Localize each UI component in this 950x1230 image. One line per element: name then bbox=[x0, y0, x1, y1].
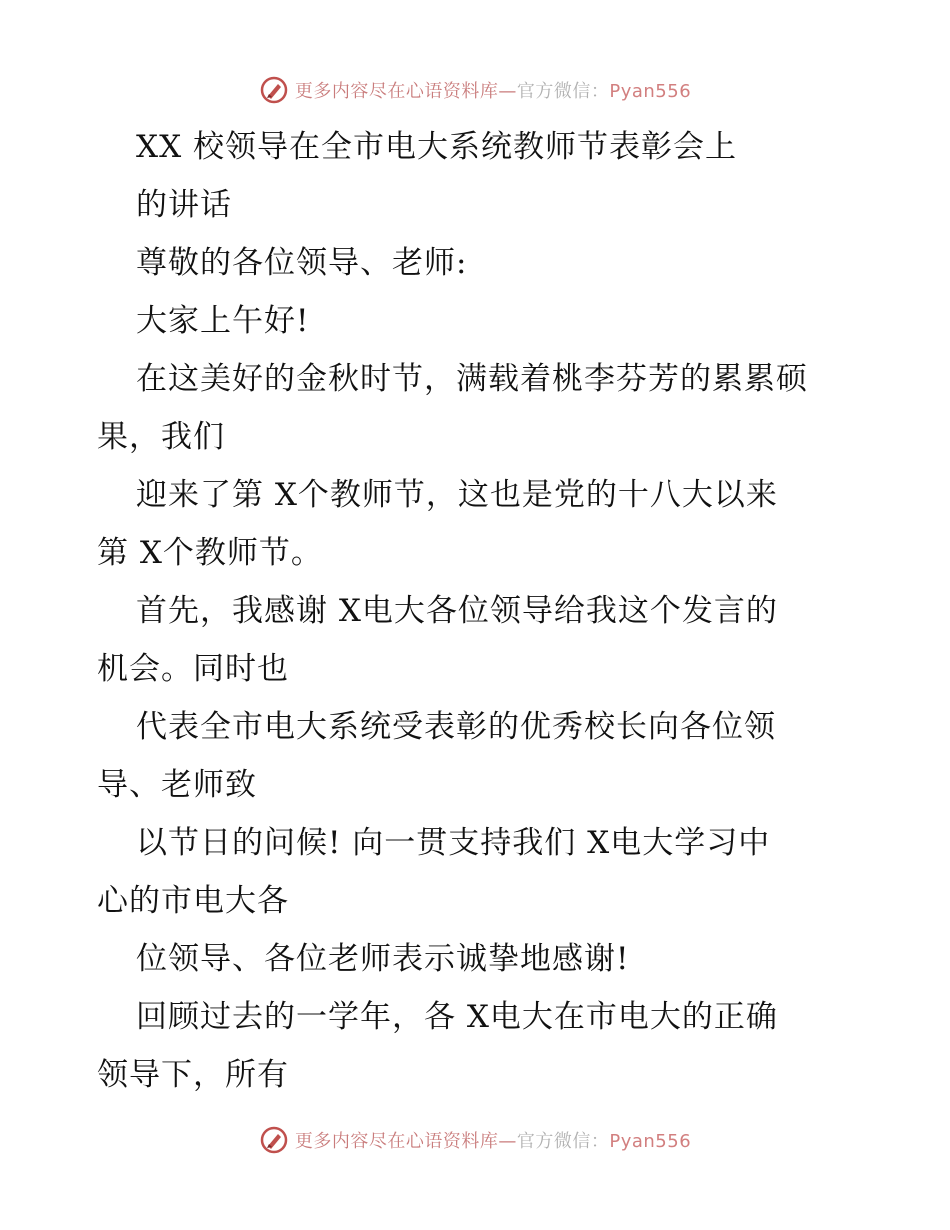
watermark-wechat-id: Pyan556 bbox=[609, 1131, 692, 1152]
watermark-separator: — bbox=[498, 1131, 517, 1152]
document-title-line-2: 的讲话 bbox=[136, 187, 232, 223]
paragraph-line: 在这美好的金秋时节，满载着桃李芬芳的累累硕 bbox=[136, 361, 808, 397]
paragraph-line: 以节日的问候! 向一贯支持我们 X电大学习中 bbox=[136, 825, 771, 861]
watermark-wechat-label: 官方微信： bbox=[516, 1131, 610, 1152]
paragraph-line: 代表全市电大系统受表彰的优秀校长向各位领 bbox=[136, 709, 776, 745]
watermark-site-text: 更多内容尽在心语资料库 bbox=[294, 1131, 499, 1152]
paragraph-line: 第 X个教师节。 bbox=[97, 535, 323, 571]
watermark-text bbox=[295, 1127, 691, 1153]
watermark-wechat-label: 官方微信： bbox=[516, 81, 610, 102]
paragraph-line: 心的市电大各 bbox=[97, 883, 289, 919]
pen-circle-logo-icon bbox=[259, 75, 289, 105]
paragraph-line: 首先，我感谢 X电大各位领导给我这个发言的 bbox=[136, 593, 778, 629]
greeting: 大家上午好! bbox=[136, 303, 310, 339]
salutation: 尊敬的各位领导、老师: bbox=[136, 245, 468, 281]
document-title-line-1: XX 校领导在全市电大系统教师节表彰会上 bbox=[136, 129, 737, 165]
paragraph-line: 位领导、各位老师表示诚挚地感谢! bbox=[136, 941, 630, 977]
paragraph-line: 机会。同时也 bbox=[97, 651, 289, 687]
watermark-text bbox=[295, 77, 691, 103]
header-watermark bbox=[0, 70, 950, 110]
paragraph-line: 果，我们 bbox=[97, 419, 225, 455]
watermark-separator: — bbox=[498, 81, 517, 102]
watermark-site-text: 更多内容尽在心语资料库 bbox=[294, 81, 499, 102]
watermark-wechat-id: Pyan556 bbox=[609, 81, 692, 102]
paragraph-line: 导、老师致 bbox=[97, 767, 257, 803]
document-body bbox=[97, 118, 857, 1104]
paragraph-line: 回顾过去的一学年，各 X电大在市电大的正确 bbox=[136, 999, 778, 1035]
paragraph-line: 领导下，所有 bbox=[97, 1057, 289, 1093]
footer-watermark bbox=[0, 1120, 950, 1160]
pen-circle-logo-icon bbox=[259, 1125, 289, 1155]
paragraph-line: 迎来了第 X个教师节，这也是党的十八大以来 bbox=[136, 477, 778, 513]
